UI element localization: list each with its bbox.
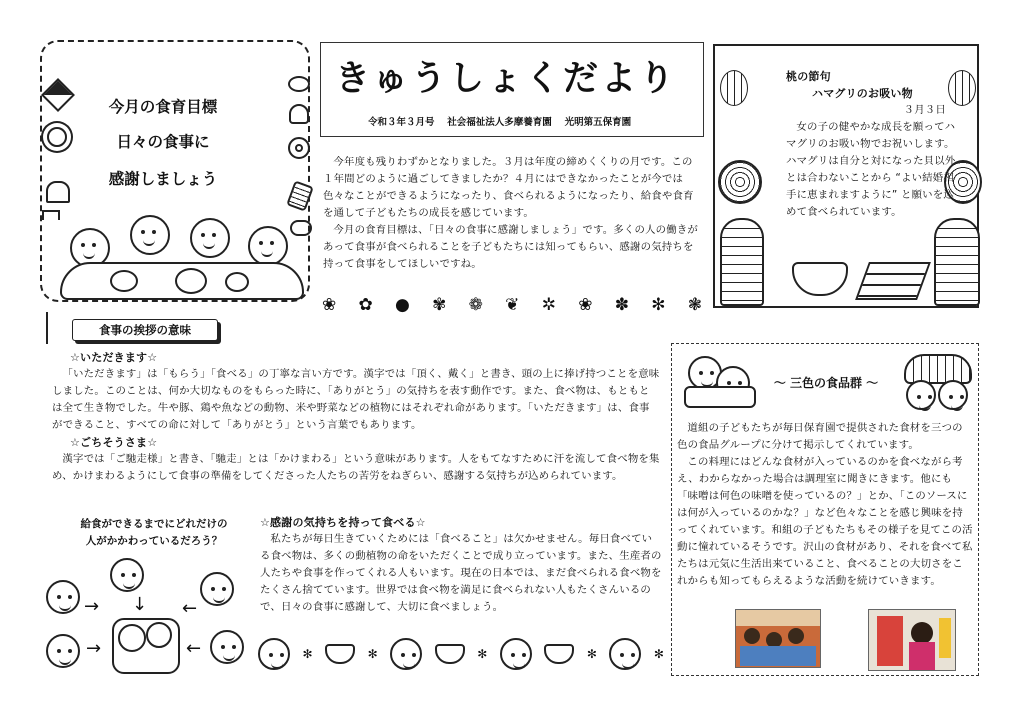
bow-icon <box>288 76 310 92</box>
child-face-icon <box>609 638 641 670</box>
itadakimasu-title: ☆いただきます☆ <box>70 351 158 364</box>
newsletter-title: きゅうしょくだより <box>335 59 678 99</box>
star-icon: ✻ <box>302 647 313 661</box>
ladder-decoration <box>42 210 60 220</box>
star-icon: ✻ <box>477 647 488 661</box>
goal-heading: 今月の食育目標 <box>108 98 218 116</box>
workers-question: 給食ができるまでにどれだけの 人がかかわっているだろう？ <box>80 518 228 547</box>
ladybug-icon: ● <box>395 295 410 315</box>
bowl-icon <box>544 644 574 664</box>
leaf-icon: ❦ <box>505 295 520 315</box>
flower-icon: ❁ <box>468 295 483 315</box>
gratitude-body: 私たちが毎日生きていくためには「食べること」は欠かせません。毎日食べている食べ物は、多くの動植物の命をいただくことで成り立っています。また、生産者の人たちや食事を作ってくれる人もいます。現在の日本では、まだ食べられる食べ物をたくさん捨てています。世界では食べ物を満足に食べられない人もたくさんいるので、日々の食事に感謝して、大切に食べましょう。 <box>260 533 662 613</box>
plate-icon <box>118 624 146 652</box>
decoration-row <box>258 634 664 674</box>
intro-paragraph: 今月の食育目標は、「日々の食事に感謝しましょう」です。多くの人の働きがあって食事が食べられることを子どもたちには知ってもらい、感謝の気持ちを持って食事をしてほしいですね。 <box>323 224 699 270</box>
arrow-icon: ← <box>186 638 202 659</box>
table-icon <box>684 386 756 408</box>
hina-date: ３月３日 <box>903 104 946 116</box>
arrow-icon: ↓ <box>132 594 148 615</box>
plate-icon <box>110 270 138 292</box>
bee-icon: ✲ <box>541 295 556 315</box>
ladybug-icon: ✿ <box>358 295 373 315</box>
title-box <box>320 42 704 137</box>
arrow-icon: → <box>86 638 102 659</box>
flower-icon: ❀ <box>578 295 593 315</box>
gratitude-section <box>260 514 662 616</box>
child-face-icon <box>190 218 230 258</box>
child-face-icon <box>906 380 936 410</box>
fisherman-icon <box>210 630 244 664</box>
itadakimasu-body: 「いただきます」は「もらう」「食べる」の丁寧な言い方です。漢字では「頂く、戴く」と書き、頭の上に捧げ持つことを意味しました。このことは、何か大切なものをもらった時に、「ありがとう」の気持ちを表す動作です。また、食べ物は、もともとは全て生き物でした。牛や豚、鶏や魚などの動物、米や野菜などの植物にはそれぞれ命があります。「いただきます」は、食事ができること、すべての命に対して「ありがとう」という言葉でもあります。 <box>52 368 660 431</box>
cook-icon <box>46 580 80 614</box>
child-face-icon <box>130 215 170 255</box>
child-face-icon <box>938 380 968 410</box>
goal-line: 感謝しましょう <box>108 170 218 188</box>
flower-icon <box>47 127 67 147</box>
vegetables-icon <box>904 354 972 384</box>
decoration-row <box>322 294 702 316</box>
food-groups-paragraph: この料理にはどんな食材が入っているのかを食べながら考え、わからなかった場合は調理室に聞きにきます。他にも「味噌は何色の味噌を使っているの？」とか、「このソースには何が入っているのかな？」など色々なことを感じ興味を持ってくれています。和組の子どもたちもその様子を見てこの活動に憧れているそうです。沢山の食材があり、それを食べて私たちは元気に生活出来ていること、食べることの大切さをこれからも知ってもらえるような活動を続けていきます。 <box>677 456 973 587</box>
plate-icon <box>225 272 249 292</box>
tulip-icon: ✽ <box>614 295 629 315</box>
hina-doll-icon <box>934 218 980 306</box>
sausage-icon <box>290 220 312 236</box>
star-icon: ✻ <box>653 647 664 661</box>
gochisousama-title: ☆ごちそうさま☆ <box>70 436 158 449</box>
dairy-worker-icon <box>110 558 144 592</box>
child-icon <box>46 634 80 668</box>
star-icon: ✻ <box>586 647 597 661</box>
greeting-heading: 食事の挨拶の意味 <box>72 319 218 341</box>
bee-icon: ✻ <box>651 295 666 315</box>
child-face-icon <box>390 638 422 670</box>
intro-paragraph: 今年度も残りわずかとなりました。３月は年度の締めくくりの月です。この１年間どのように過ごしてきましたか？４月にはできなかったことが今では色々なことができるようになったり、食べられるようになったり、給食や食育を通して子どもたちの成長を感じています。 <box>323 156 694 219</box>
flower-icon <box>288 137 310 159</box>
star-icon: ✻ <box>367 647 378 661</box>
bowl-icon <box>435 644 465 664</box>
lantern-icon <box>720 70 748 106</box>
children-photo <box>735 609 821 668</box>
arrow-icon: → <box>84 596 100 617</box>
food-groups-text <box>677 420 973 590</box>
child-face-icon <box>248 226 288 266</box>
gochisousama-body: 漢字では「ご馳走様」と書き、「馳走」とは「かけまわる」という意味があります。人をもてなすために汗を流して食べ物を集め、かけまわるようにして食事の準備をしてくださった人たちの苦労をねぎらい、感謝する気持ちが込められています。 <box>52 453 660 482</box>
bowl-icon <box>325 644 355 664</box>
hina-subtitle: ハマグリのお吸い物 <box>812 87 913 100</box>
farmer-icon <box>200 572 234 606</box>
hina-text <box>786 68 958 221</box>
intro-text <box>323 154 703 273</box>
cupcake-icon <box>46 181 70 203</box>
food-groups-paragraph: 道組の子どもたちが毎日保育園で提供された食材を三つの色の食品グループに分けて掲示してくれています。 <box>677 422 963 451</box>
arrow-icon: ← <box>182 598 198 619</box>
plate-icon <box>146 622 172 648</box>
ladybug-icon: ❀ <box>322 295 337 315</box>
peach-blossom-tree-icon <box>718 160 762 204</box>
flower-icon: ✾ <box>432 295 447 315</box>
rice-ball-icon <box>289 104 309 124</box>
food-groups-heading: ～ 三色の食品群 ～ <box>773 376 879 390</box>
newsletter-issue: 令和３年３月号 社会福祉法人多摩養育園 光明第五保育園 <box>368 117 632 128</box>
child-display-photo <box>868 609 956 671</box>
hina-body: 女の子の健やかな成長を願ってハマグリのお吸い物でお祝いします。ハマグリは自分と対になった貝以外とは合わないことから “よい結婚相手に恵まれますように” と願いを込めて食べられています。 <box>786 121 956 218</box>
gratitude-title: ☆感謝の気持ちを持って食べる☆ <box>260 516 426 529</box>
child-face-icon <box>258 638 290 670</box>
goal-line: 日々の食事に <box>116 133 210 151</box>
child-face-icon <box>500 638 532 670</box>
greeting-section <box>52 349 660 485</box>
plate-icon <box>175 268 207 294</box>
tulip-icon: ❃ <box>687 295 702 315</box>
hina-title: 桃の節句 <box>786 70 831 83</box>
hina-doll-icon <box>720 218 764 306</box>
